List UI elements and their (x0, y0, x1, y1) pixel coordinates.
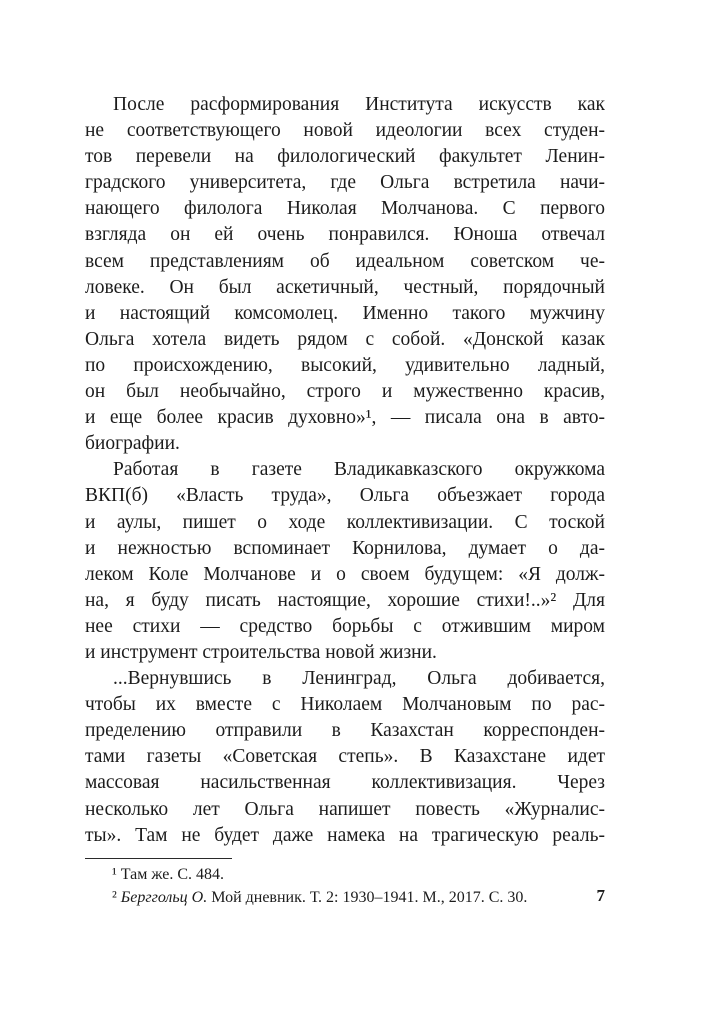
text-line: пределению отправили в Казахстан корреспонден- (85, 720, 605, 742)
page-number: 7 (596, 886, 605, 905)
footnote (85, 864, 605, 887)
text-line: ты». Там не будет даже намека на трагическую реаль- (85, 824, 605, 846)
text-line: массовая насильственная коллективизация. Через (85, 772, 605, 794)
text-line: нающего филолога Николая Молчанова. С первого (85, 198, 605, 220)
footnote-author: Берггольц О. (120, 888, 208, 906)
text-line: леком Коле Молчанове и о своем будущем: «Я долж- (85, 563, 605, 585)
text-line: и инструмент строительства новой жизни. (85, 641, 437, 663)
body-text (85, 92, 605, 849)
text-line: и настоящий комсомолец. Именно такого мужчину (85, 302, 605, 324)
footnote-text: ² (112, 888, 121, 906)
footnote-text: Мой дневник. Т. 2: 1930–1941. М., 2017. С. 30. (207, 888, 528, 906)
text-line: тов перевели на филологический факультет Ленин- (85, 146, 605, 168)
text-line: биографии. (85, 433, 180, 455)
text-line: несколько лет Ольга напишет повесть «Журналис- (85, 798, 605, 820)
text-line: Работая в газете Владикавказского окружкома (113, 459, 605, 481)
text-line: и аулы, пишет о ходе коллективизации. С тоской (85, 511, 605, 533)
text-line: он был необычайно, строго и мужественно красив, (85, 381, 605, 403)
text-line: После расформирования Института искусств как (113, 94, 605, 115)
text-line: ВКП(б) «Власть труда», Ольга объезжает города (85, 485, 605, 507)
text-line: и нежностью вспоминает Корнилова, думает о да- (85, 537, 605, 559)
text-line: по происхождению, высокий, удивительно ладный, (85, 354, 605, 376)
text-line: нее стихи — средство борьбы с отжившим миром (85, 615, 605, 637)
text-line: не соответствующего новой идеологии всех студен- (85, 120, 605, 142)
text-line: всем представлениям об идеальном советском че- (85, 250, 605, 272)
text-line: на, я буду писать настоящие, хорошие стихи!..»² Для (85, 589, 605, 611)
footnote-text: ¹ Там же. С. 484. (112, 866, 225, 883)
footnote-divider (85, 858, 232, 859)
text-line: ловеке. Он был аскетичный, честный, порядочный (85, 276, 605, 298)
text-line: Ольга хотела видеть рядом с собой. «Донской казак (85, 328, 605, 350)
text-line: взгляда он ей очень понравился. Юноша отвечал (85, 224, 605, 246)
text-line: градского университета, где Ольга встретила начи- (85, 172, 605, 194)
text-line: чтобы их вместе с Николаем Молчановым по рас- (85, 694, 605, 716)
text-line: тами газеты «Советская степь». В Казахстане идет (85, 746, 605, 768)
text-line: ...Вернувшись в Ленинград, Ольга добивается, (113, 668, 605, 690)
text-line: и еще более красив духовно»¹, — писала она в авто- (85, 407, 605, 429)
